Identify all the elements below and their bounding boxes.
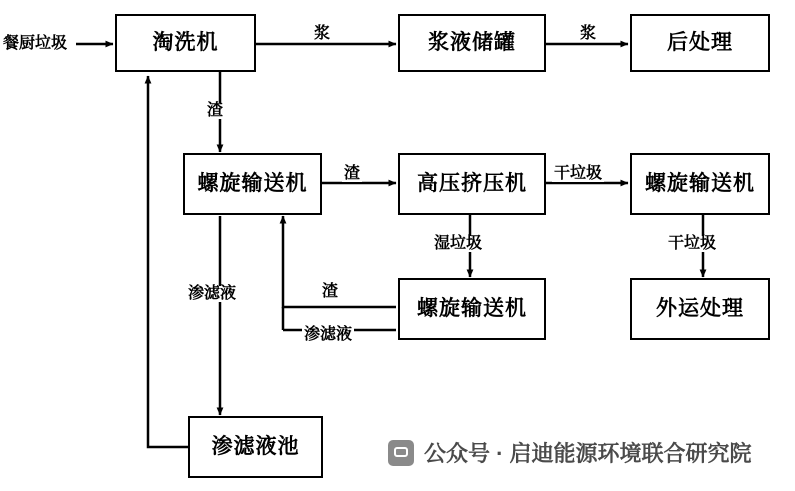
node-waiyun-chuli-label: 外运处理 (656, 297, 744, 321)
input-label-canchu-laji: 餐厨垃圾 (3, 35, 68, 52)
node-gaoya-jiyaji-label: 高压挤压机 (417, 172, 527, 196)
node-shenlvyechi-label: 渗滤液池 (211, 435, 300, 459)
edge-label-ganlaji-2: 干垃圾 (668, 235, 717, 252)
node-gaoya-jiyaji[interactable] (398, 153, 546, 215)
edge-label-shilaji: 湿垃圾 (434, 235, 483, 252)
node-houchuli[interactable] (630, 14, 770, 72)
node-taoxiji[interactable] (115, 14, 256, 72)
node-shenlvyechi[interactable] (188, 416, 323, 478)
wechat-logo-icon (388, 440, 414, 466)
edge-label-zha-2: 渣 (344, 165, 361, 182)
node-luoxuan-shusongji-2-label: 螺旋输送机 (645, 172, 755, 196)
watermark (388, 437, 752, 468)
node-taoxiji-label: 淘洗机 (152, 31, 219, 55)
node-luoxuan-shusongji-2[interactable] (630, 153, 770, 215)
edge-label-zha-3: 渣 (322, 283, 339, 300)
node-luoxuan-shusongji-3-label: 螺旋输送机 (417, 297, 527, 321)
node-luoxuan-shusongji-3[interactable] (398, 278, 546, 340)
edge-label-jiang-1: 浆 (314, 25, 331, 42)
edge-label-shenlvye-1: 渗滤液 (188, 285, 237, 302)
edge-label-zha-1: 渣 (207, 102, 224, 119)
node-waiyun-chuli[interactable] (630, 278, 770, 340)
node-luoxuan-shusongji-1-label: 螺旋输送机 (197, 172, 308, 196)
node-luoxuan-shusongji-1[interactable] (183, 153, 322, 215)
watermark-text: 公众号 · 启迪能源环境联合研究院 (424, 441, 752, 466)
edge-label-jiang-2: 浆 (580, 25, 597, 42)
node-jiangye-chuguan-label: 浆液储罐 (428, 31, 516, 55)
edge-label-ganlaji-1: 干垃圾 (554, 165, 603, 182)
edge-label-shenlvye-2: 渗滤液 (304, 326, 353, 343)
node-jiangye-chuguan[interactable] (398, 14, 546, 72)
node-houchuli-label: 后处理 (667, 31, 733, 55)
